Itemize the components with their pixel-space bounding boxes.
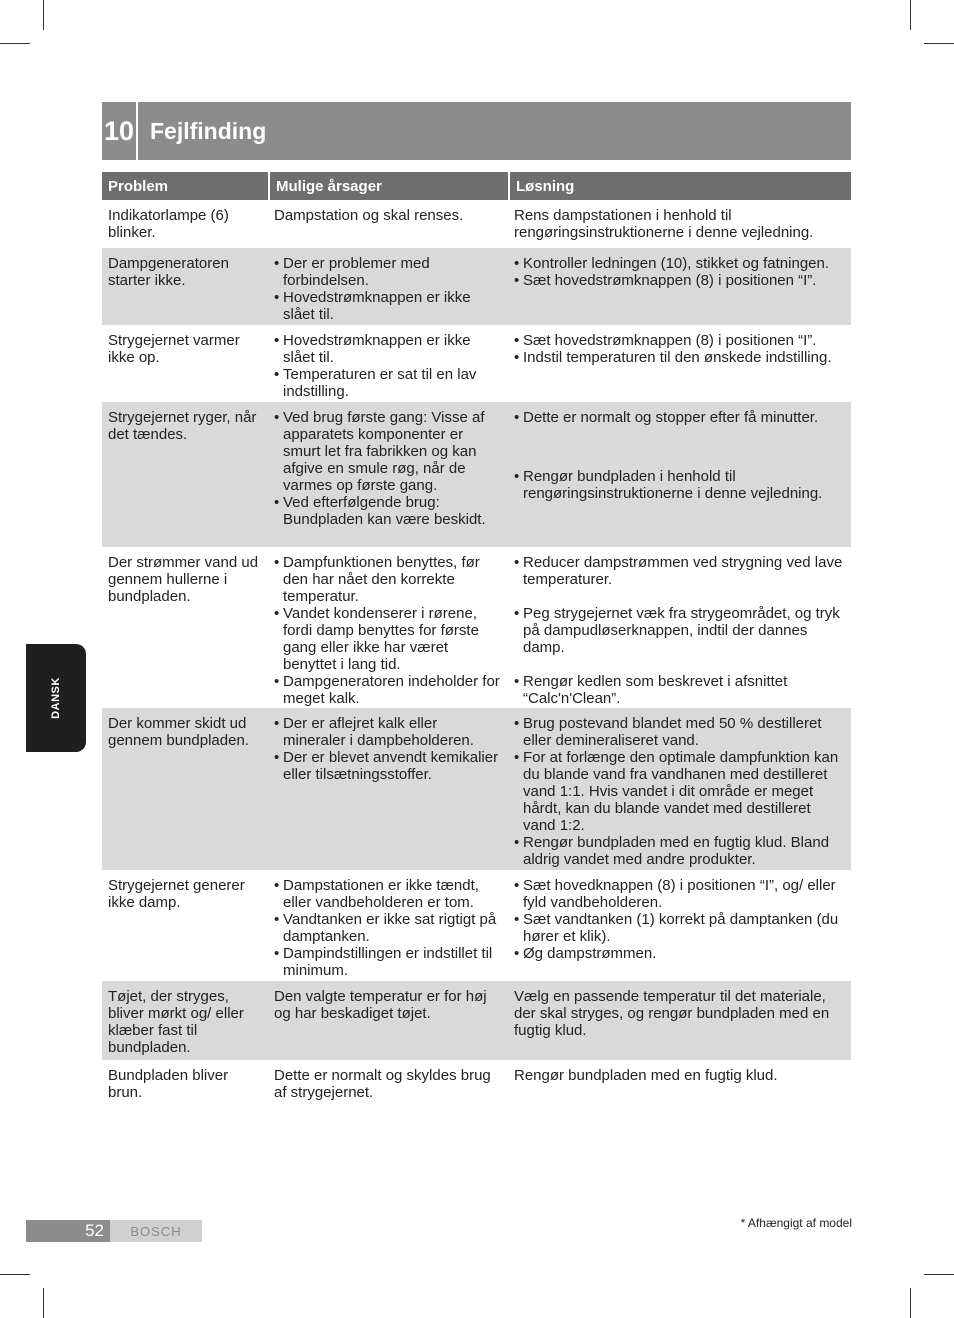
cause-cell xyxy=(268,708,508,870)
list-item: • Der er aflejret kalk eller mineraler i dampbeholderen. xyxy=(274,715,502,749)
list-item: • Hovedstrømknappen er ikke slået til. xyxy=(274,289,502,323)
table-row xyxy=(102,402,851,547)
crop-mark xyxy=(0,43,30,44)
cause-cell xyxy=(268,248,508,325)
list-item: • For at forlænge den optimale dampfunktion kan du blande vand fra vandhanen med destilleret vand 1:1. Hvis vandet i dit område er meget hårdt, kan du blande vandet med destilleret vand 1:2. xyxy=(514,749,845,834)
table-header xyxy=(102,172,851,200)
list-item: • Der er blevet anvendt kemikalier eller tilsætningsstoffer. xyxy=(274,749,502,783)
solution-cell: Rengør bundpladen med en fugtig klud. xyxy=(514,1067,778,1084)
cause-cell: Dette er normalt og skyldes brug af strygejernet. xyxy=(274,1067,491,1101)
table-row xyxy=(102,981,851,1060)
table-row xyxy=(102,248,851,325)
list-item: • Rengør bundpladen i henhold til rengøringsinstruktionerne i denne vejledning. xyxy=(514,468,845,502)
page-footer xyxy=(26,1220,202,1242)
list-item: • Dampfunktionen benyttes, før den har nået den korrekte temperatur. xyxy=(274,554,502,605)
list-item: • Brug postevand blandet med 50 % destilleret eller demineraliseret vand. xyxy=(514,715,845,749)
crop-mark xyxy=(910,0,911,30)
solution-cell: Rens dampstationen i henhold til rengøringsinstruktionerne i denne vejledning. xyxy=(514,207,814,241)
problem-cell: Strygejernet ryger, når det tændes. xyxy=(108,409,257,443)
solution-cell xyxy=(508,248,851,325)
crop-mark xyxy=(43,1288,44,1318)
table-row xyxy=(102,200,851,248)
list-item: • Dampindstillingen er indstillet til minimum. xyxy=(274,945,502,979)
list-item: • Øg dampstrømmen. xyxy=(514,945,845,962)
list-item: • Sæt vandtanken (1) korrekt på damptanken (du hører et klik). xyxy=(514,911,845,945)
list-item: • Reducer dampstrømmen ved strygning ved lave temperaturer. xyxy=(514,554,845,588)
problem-cell: Der kommer skidt ud gennem bundpladen. xyxy=(108,715,249,749)
crop-mark xyxy=(924,1274,954,1275)
cause-cell xyxy=(268,870,508,981)
crop-mark xyxy=(43,0,44,30)
cause-cell xyxy=(268,402,508,547)
chapter-number: 10 xyxy=(102,102,138,160)
list-item: • Sæt hovedstrømknappen (8) i positionen “I”. xyxy=(514,272,845,289)
column-header-causes: Mulige årsager xyxy=(268,172,508,200)
troubleshooting-table xyxy=(102,172,851,1108)
chapter-title: Fejlfinding xyxy=(150,117,267,144)
list-item: • Dette er normalt og stopper efter få minutter. xyxy=(514,409,845,426)
problem-cell: Dampgeneratoren starter ikke. xyxy=(108,255,229,289)
list-item: • Hovedstrømknappen er ikke slået til. xyxy=(274,332,502,366)
cause-cell xyxy=(268,325,508,402)
list-item: • Temperaturen er sat til en lav indstilling. xyxy=(274,366,502,400)
list-item: • Indstil temperaturen til den ønskede indstilling. xyxy=(514,349,845,366)
solution-cell xyxy=(508,547,851,708)
cause-cell: Den valgte temperatur er for høj og har beskadiget tøjet. xyxy=(274,988,487,1022)
language-tab-label: DANSK xyxy=(50,677,62,719)
table-row xyxy=(102,547,851,708)
crop-mark xyxy=(0,1274,30,1275)
problem-cell: Tøjet, der stryges, bliver mørkt og/ eller klæber fast til bundpladen. xyxy=(108,988,244,1056)
table-row xyxy=(102,325,851,402)
cause-cell xyxy=(268,547,508,708)
brand-label: BOSCH xyxy=(110,1220,202,1242)
language-tab xyxy=(26,644,86,752)
list-item: • Dampgeneratoren indeholder for meget kalk. xyxy=(274,673,502,707)
table-row xyxy=(102,1060,851,1108)
list-item: • Sæt hovedknappen (8) i positionen “I”, og/ eller fyld vandbeholderen. xyxy=(514,877,845,911)
solution-cell: Vælg en passende temperatur til det materiale, der skal stryges, og rengør bundpladen med en fugtig klud. xyxy=(514,988,830,1039)
list-item: • Ved efterfølgende brug: Bundpladen kan være beskidt. xyxy=(274,494,502,528)
solution-cell xyxy=(508,402,851,547)
cause-cell: Dampstation og skal renses. xyxy=(274,207,464,224)
problem-cell: Strygejernet generer ikke damp. xyxy=(108,877,245,911)
column-header-problem: Problem xyxy=(102,172,268,200)
list-item: • Vandtanken er ikke sat rigtigt på damptanken. xyxy=(274,911,502,945)
list-item: • Vandet kondenserer i rørene, fordi damp benyttes for første gang eller ikke har været benyttet i lang tid. xyxy=(274,605,502,673)
list-item: • Sæt hovedstrømknappen (8) i positionen “I”. xyxy=(514,332,845,349)
footnote: * Afhængigt af model xyxy=(740,1216,852,1230)
column-header-solution: Løsning xyxy=(508,172,851,200)
solution-cell xyxy=(508,708,851,870)
solution-cell xyxy=(508,325,851,402)
crop-mark xyxy=(910,1288,911,1318)
list-item: • Der er problemer med forbindelsen. xyxy=(274,255,502,289)
list-item: • Peg strygejernet væk fra strygeområdet, og tryk på dampudløserknappen, indtil der dannes damp. xyxy=(514,605,845,656)
problem-cell: Strygejernet varmer ikke op. xyxy=(108,332,240,366)
problem-cell: Bundpladen bliver brun. xyxy=(108,1067,229,1101)
solution-cell xyxy=(508,870,851,981)
list-item: • Kontroller ledningen (10), stikket og fatningen. xyxy=(514,255,845,272)
chapter-header xyxy=(102,102,851,160)
page-number: 52 xyxy=(26,1220,110,1242)
list-item: • Rengør kedlen som beskrevet i afsnittet “Calc'n'Clean”. xyxy=(514,673,845,707)
crop-mark xyxy=(924,43,954,44)
table-row xyxy=(102,870,851,981)
list-item: • Ved brug første gang: Visse af apparatets komponenter er smurt let fra fabrikken og kan afgive en smule røg, når de varmes op første gang. xyxy=(274,409,502,494)
table-row xyxy=(102,708,851,870)
problem-cell: Der strømmer vand ud gennem hullerne i bundpladen. xyxy=(108,554,259,605)
list-item: • Dampstationen er ikke tændt, eller vandbeholderen er tom. xyxy=(274,877,502,911)
list-item: • Rengør bundpladen med en fugtig klud. Bland aldrig vandet med andre produkter. xyxy=(514,834,845,868)
problem-cell: Indikatorlampe (6) blinker. xyxy=(108,207,229,241)
